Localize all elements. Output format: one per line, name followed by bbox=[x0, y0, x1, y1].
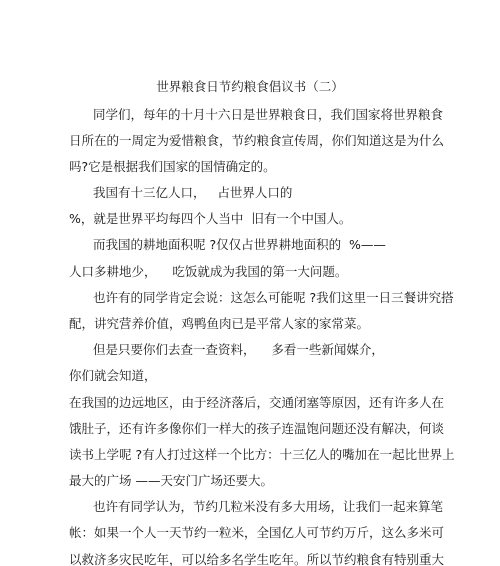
paragraph-line: 在我国的边远地区，由于经济落后，交通闭塞等原因，还有许多人在 bbox=[69, 395, 445, 410]
paragraph-line: 读书上学呢 ?有人打过这样一个比方：十三亿人的嘴加在一起比世界上 bbox=[69, 447, 455, 462]
document-title: 世界粮食日节约粮食倡议书（二） bbox=[156, 79, 344, 94]
paragraph-line: 同学们，每年的十月十六日是世界粮食日，我们国家将世界粮食 bbox=[93, 107, 444, 122]
paragraph-line: 帐：如果一个人一天节约一粒米，全国亿人可节约万斤，这么多米可 bbox=[69, 525, 445, 540]
paragraph-line: 日所在的一周定为爱惜粮食，节约粮食宣传周，你们知道这是为什么 bbox=[69, 133, 445, 148]
paragraph-line: %，就是世界平均每四个人当中 旧有一个中国人。 bbox=[69, 211, 352, 226]
paragraph-line: 配，讲究营养价值，鸡鸭鱼肉已是平常人家的家常菜。 bbox=[69, 316, 370, 331]
paragraph-line: 而我国的耕地面积呢 ?仅仅占世界耕地面积的 %—— bbox=[93, 237, 386, 252]
paragraph-line: 也许有的同学肯定会说：这怎么可能呢 ?我们这里一日三餐讲究搭 bbox=[93, 290, 454, 305]
paragraph-line: 以救济多灾民吃年，可以给多名学生吃年。所以节约粮食有特别重大 bbox=[69, 552, 445, 566]
paragraph-line: 也许有同学认为，节约几粒米没有多大用场，让我们一起来算笔 bbox=[93, 499, 444, 514]
paragraph-line: 你们就会知道， bbox=[69, 368, 157, 383]
paragraph-line: 我国有十三亿人口， 占世界人口的 bbox=[93, 185, 293, 200]
paragraph-line: 吗?它是根据我们国家的国情确定的。 bbox=[69, 159, 276, 174]
paragraph-line: 人口多耕地少， 吃饭就成为我国的第一大问题。 bbox=[69, 264, 348, 279]
paragraph-line: 饿肚子，还有许多像你们一样大的孩子连温饱问题还没有解决，何谈 bbox=[69, 421, 445, 436]
paragraph-line: 但是只要你们去查一查资料， 多看一些新闻媒介， bbox=[93, 342, 384, 357]
paragraph-line: 最大的广场 ——天安门广场还要大。 bbox=[69, 473, 273, 488]
